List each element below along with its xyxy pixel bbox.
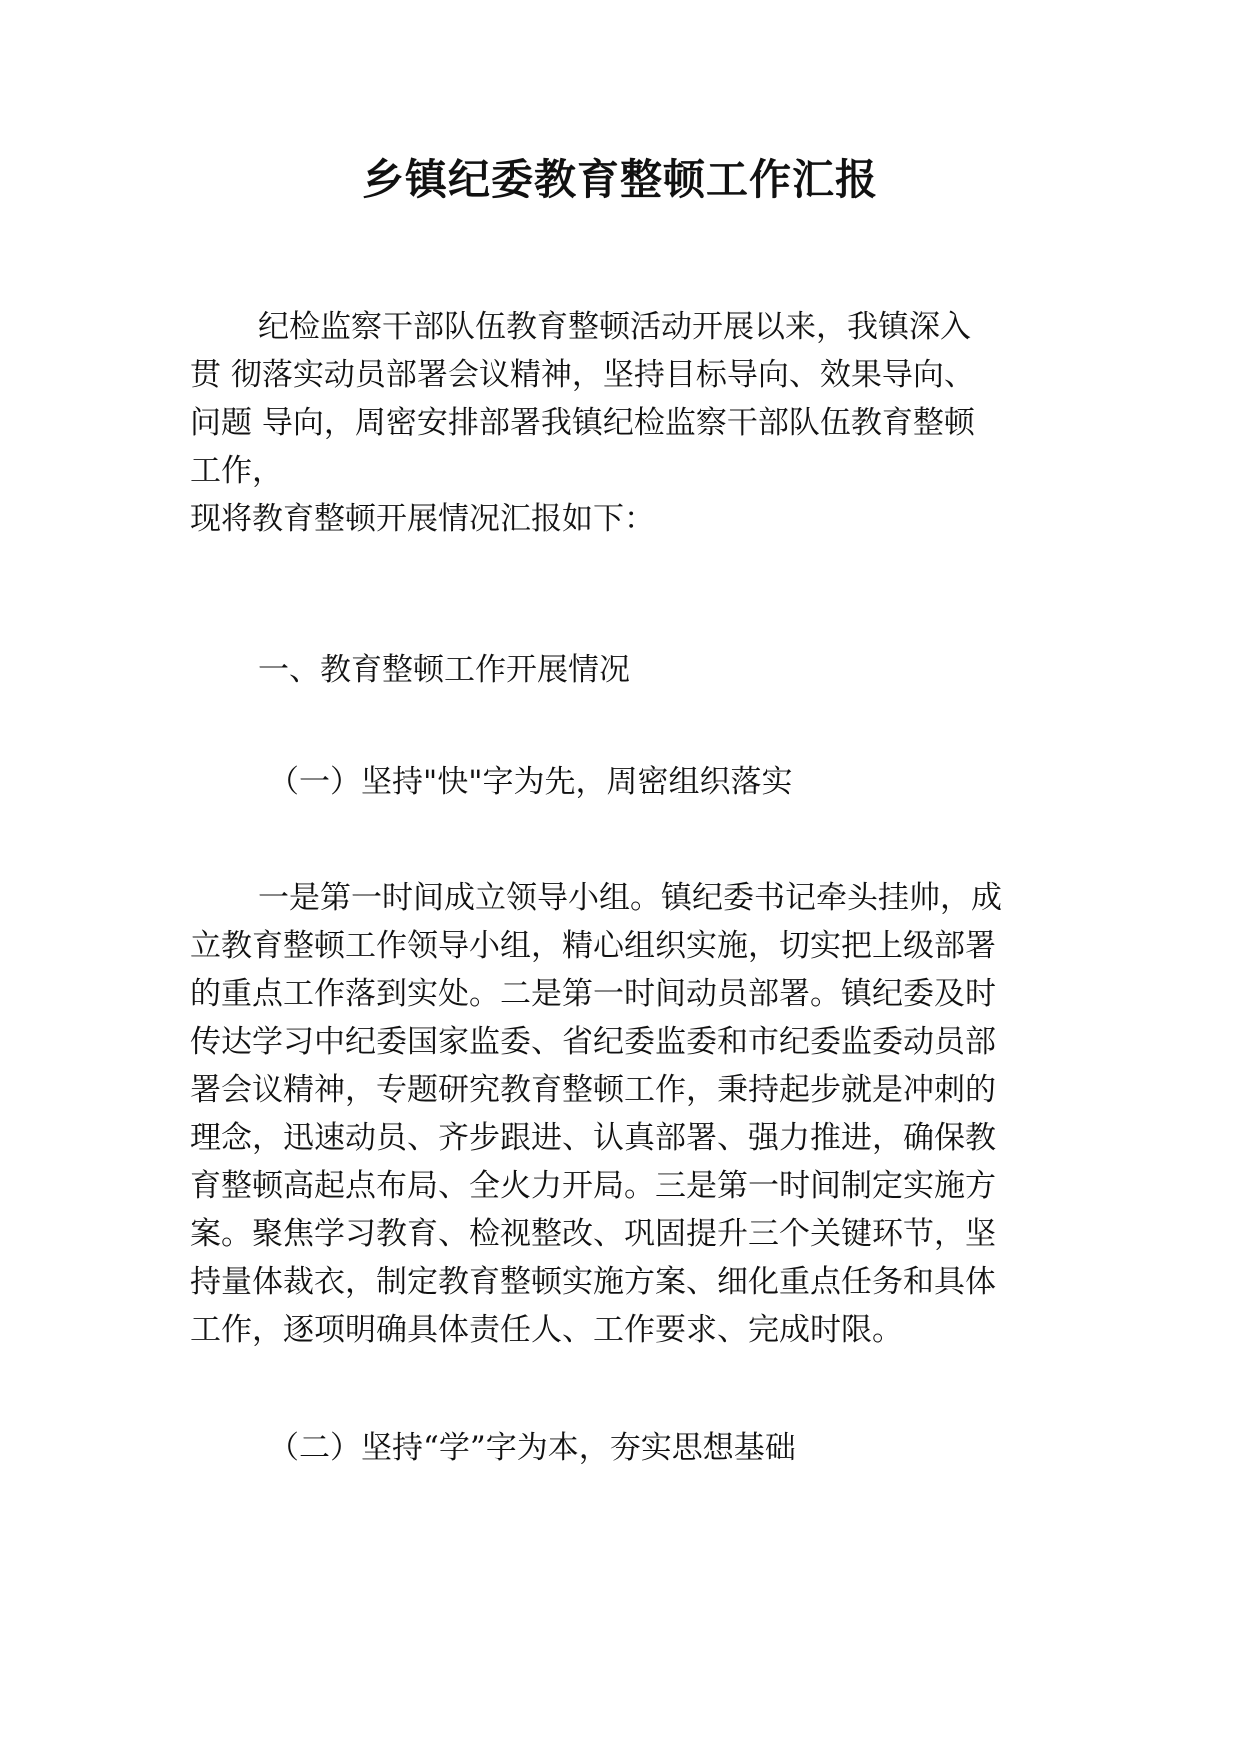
paragraph-line: 署会议精神，专题研究教育整顿工作，秉持起步就是冲刺的 (190, 1072, 996, 1108)
section-heading: 一、教育整顿工作开展情况 (258, 652, 630, 688)
paragraph-line: 理念，迅速动员、齐步跟进、认真部署、强力推进，确保教 (190, 1120, 996, 1156)
paragraph-line: 持量体裁衣，制定教育整顿实施方案、细化重点任务和具体 (190, 1264, 996, 1300)
intro-line: 工作， (190, 453, 283, 489)
paragraph-line: 案。聚焦学习教育、检视整改、巩固提升三个关键环节，坚 (190, 1216, 996, 1252)
subsection-heading: （二）坚持“学”字为本，夯实思想基础 (268, 1430, 796, 1466)
paragraph-line: 传达学习中纪委国家监委、省纪委监委和市纪委监委动员部 (190, 1024, 996, 1060)
paragraph-line: 一是第一时间成立领导小组。镇纪委书记牵头挂帅，成 (258, 880, 1002, 916)
paragraph-line: 的重点工作落到实处。二是第一时间动员部署。镇纪委及时 (190, 976, 996, 1012)
paragraph-line: 育整顿高起点布局、全火力开局。三是第一时间制定实施方 (190, 1168, 996, 1204)
intro-line: 贯 彻落实动员部署会议精神，坚持目标导向、效果导向、 (190, 357, 975, 393)
intro-line: 现将教育整顿开展情况汇报如下： (190, 501, 655, 537)
subsection-heading: （一）坚持"快"字为先，周密组织落实 (268, 764, 793, 800)
paragraph-line: 工作，逐项明确具体责任人、工作要求、完成时限。 (190, 1312, 903, 1348)
intro-line: 纪检监察干部队伍教育整顿活动开展以来，我镇深入 (258, 309, 971, 345)
paragraph-line: 立教育整顿工作领导小组，精心组织实施，切实把上级部署 (190, 928, 996, 964)
intro-line: 问题 导向，周密安排部署我镇纪检监察干部队伍教育整顿 (190, 405, 975, 441)
document-title: 乡镇纪委教育整顿工作汇报 (361, 155, 878, 204)
